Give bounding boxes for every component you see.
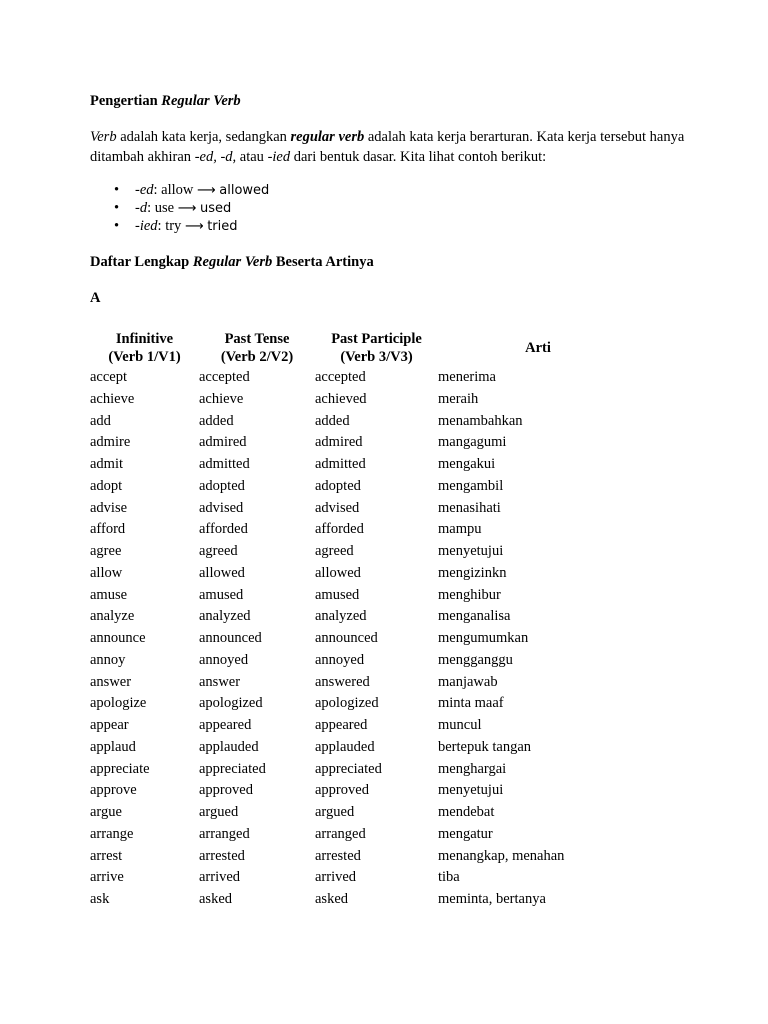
cell-past-participle: allowed: [315, 564, 361, 581]
cell-past-tense: admitted: [199, 456, 250, 472]
intro-text: atau: [236, 149, 268, 165]
cell-infinitive: amuse: [90, 586, 128, 603]
table-row: [90, 454, 638, 476]
intro-text: adalah kata kerja, sedangkan: [116, 129, 291, 145]
table-row: [90, 411, 638, 433]
cell-arti: tiba: [438, 869, 460, 886]
arrow-right-icon: ⟶: [184, 219, 204, 234]
cell-arti: menganalisa: [438, 608, 511, 625]
table-row: [90, 780, 638, 802]
cell-past-participle: advised: [315, 499, 360, 516]
list-item: • -ied: try ⟶ tried: [114, 218, 238, 234]
cell-arti: mengumumkan: [438, 630, 529, 646]
header-past-participle: [315, 329, 438, 367]
example-base: allow: [161, 182, 194, 198]
cell-past-participle: asked: [315, 891, 349, 907]
cell-arti: manjawab: [438, 673, 498, 690]
cell-past-tense: adopted: [199, 477, 245, 494]
cell-past-participle: approved: [315, 782, 369, 799]
cell-infinitive: adopt: [90, 477, 123, 494]
cell-arti: menangkap, menahan: [438, 847, 565, 864]
cell-infinitive: appreciate: [90, 760, 150, 777]
table-row: [90, 498, 638, 520]
cell-past-tense: analyzed: [199, 608, 251, 625]
bullet-icon: •: [114, 182, 120, 198]
example-suffix: -ied: [135, 218, 158, 234]
cell-past-participle: accepted: [315, 369, 366, 385]
cell-past-participle: answered: [315, 673, 370, 690]
cell-past-tense: afforded: [199, 521, 248, 538]
bullet-icon: •: [114, 200, 120, 216]
cell-past-participle: announced: [315, 630, 378, 646]
cell-past-participle: appeared: [315, 717, 368, 733]
header-line: (Verb 2/V2): [220, 349, 294, 365]
cell-past-tense: admired: [199, 434, 247, 451]
cell-past-tense: answer: [199, 673, 241, 690]
intro-text: dari bentuk dasar. Kita lihat contoh berikut:: [290, 149, 547, 165]
cell-arti: mendebat: [438, 804, 495, 820]
example-base: try: [165, 218, 182, 234]
table-row: [90, 759, 638, 781]
cell-arti: menasihati: [438, 499, 501, 516]
cell-past-tense: accepted: [199, 369, 250, 385]
cell-arti: menghargai: [438, 760, 507, 777]
cell-arti: meraih: [438, 390, 479, 407]
letter-heading: A: [90, 290, 101, 306]
cell-arti: mengizinkn: [438, 564, 507, 581]
table-row: [90, 389, 638, 411]
cell-infinitive: advise: [90, 499, 128, 516]
cell-past-participle: afforded: [315, 521, 364, 538]
cell-past-participle: adopted: [315, 477, 361, 494]
cell-past-tense: appreciated: [199, 760, 266, 777]
cell-infinitive: applaud: [90, 738, 136, 755]
cell-arti: mengambil: [438, 477, 504, 494]
cell-infinitive: achieve: [90, 390, 135, 407]
title-text: Beserta Artinya: [272, 254, 374, 270]
intro-paragraph: [90, 127, 710, 167]
table-row: [90, 519, 638, 541]
cell-arti: muncul: [438, 717, 482, 733]
cell-infinitive: admire: [90, 434, 131, 451]
cell-past-tense: arrested: [199, 847, 245, 864]
example-result: tried: [207, 219, 238, 234]
table-row: [90, 824, 638, 846]
intro-suffix-ied: -ied: [267, 149, 291, 165]
table-header-row: [90, 329, 638, 367]
example-suffix: -d: [135, 200, 148, 216]
table-row: [90, 802, 638, 824]
cell-infinitive: afford: [90, 521, 126, 538]
cell-arti: mengganggu: [438, 651, 513, 668]
table-body: [90, 367, 638, 911]
cell-arti: minta maaf: [438, 695, 504, 712]
cell-arti: menyetujui: [438, 543, 504, 559]
cell-past-tense: applauded: [199, 738, 259, 755]
example-result: allowed: [219, 183, 270, 198]
cell-past-participle: agreed: [315, 543, 354, 559]
cell-past-participle: admired: [315, 434, 363, 451]
cell-arti: menyetujui: [438, 782, 504, 799]
cell-infinitive: admit: [90, 456, 124, 472]
cell-past-participle: annoyed: [315, 651, 365, 668]
header-line: Past Participle: [331, 331, 422, 347]
header-line: (Verb 3/V3): [340, 349, 413, 365]
cell-infinitive: agree: [90, 543, 122, 559]
table-row: [90, 606, 638, 628]
cell-infinitive: announce: [90, 630, 146, 646]
cell-infinitive: annoy: [90, 651, 126, 668]
header-past-tense: [199, 329, 315, 367]
cell-arti: meminta, bertanya: [438, 891, 546, 907]
cell-past-tense: arranged: [199, 825, 250, 842]
verb-table: [90, 329, 638, 911]
section-title-daftar: [90, 254, 374, 271]
cell-past-tense: added: [199, 412, 234, 429]
table-row: [90, 672, 638, 694]
cell-past-participle: appreciated: [315, 760, 382, 777]
table-row: [90, 585, 638, 607]
table-row: [90, 889, 638, 911]
table-row: [90, 541, 638, 563]
title-italic-text: Regular Verb: [192, 254, 273, 270]
cell-infinitive: argue: [90, 804, 122, 820]
cell-past-participle: achieved: [315, 390, 367, 407]
example-result: used: [199, 201, 232, 216]
cell-past-participle: admitted: [315, 456, 366, 472]
cell-past-tense: achieve: [199, 390, 244, 407]
intro-term-regular-verb: regular verb: [290, 129, 365, 145]
header-arti: [438, 329, 638, 367]
intro-term-verb: Verb: [90, 129, 117, 145]
cell-past-participle: argued: [315, 804, 355, 820]
example-list: [90, 181, 269, 235]
cell-past-tense: asked: [199, 891, 233, 907]
cell-past-participle: applauded: [315, 738, 375, 755]
cell-past-participle: analyzed: [315, 608, 367, 625]
cell-arti: menghibur: [438, 586, 501, 603]
cell-past-tense: appeared: [199, 717, 252, 733]
header-line: Past Tense: [224, 331, 290, 347]
table-row: [90, 628, 638, 650]
cell-past-tense: advised: [199, 499, 244, 516]
title-text: Pengertian: [90, 93, 162, 109]
table-row: [90, 432, 638, 454]
bullet-icon: •: [114, 218, 120, 234]
cell-past-participle: amused: [315, 586, 360, 603]
table-row: [90, 476, 638, 498]
cell-infinitive: arrest: [90, 847, 123, 864]
cell-past-participle: added: [315, 412, 350, 429]
table-row: [90, 846, 638, 868]
cell-past-tense: annoyed: [199, 651, 249, 668]
cell-past-participle: arrived: [315, 869, 357, 886]
cell-infinitive: answer: [90, 673, 132, 690]
cell-infinitive: analyze: [90, 608, 135, 625]
cell-infinitive: add: [90, 412, 111, 429]
title-text: Daftar Lengkap: [90, 254, 193, 270]
cell-infinitive: allow: [90, 564, 123, 581]
table-row: [90, 693, 638, 715]
header-line: (Verb 1/V1): [108, 349, 181, 365]
cell-arti: menerima: [438, 369, 496, 385]
table-row: [90, 737, 638, 759]
cell-past-tense: amused: [199, 586, 244, 603]
cell-arti: bertepuk tangan: [438, 738, 532, 755]
cell-arti: mengatur: [438, 825, 493, 842]
list-item: • -ed: allow ⟶ allowed: [114, 182, 270, 198]
header-infinitive: [90, 329, 199, 367]
cell-past-tense: approved: [199, 782, 253, 799]
cell-past-participle: apologized: [315, 695, 379, 712]
table-row: [90, 650, 638, 672]
cell-arti: mengakui: [438, 456, 496, 472]
cell-infinitive: approve: [90, 782, 137, 799]
cell-arti: mangagumi: [438, 434, 507, 451]
cell-infinitive: arrange: [90, 825, 134, 842]
cell-past-tense: agreed: [199, 543, 238, 559]
cell-infinitive: arrive: [90, 869, 124, 886]
arrow-right-icon: ⟶: [177, 201, 197, 216]
cell-arti: mampu: [438, 521, 482, 538]
arrow-right-icon: ⟶: [197, 183, 216, 198]
title-italic-text: Regular Verb: [161, 93, 241, 109]
cell-past-tense: announced: [199, 630, 262, 646]
cell-infinitive: ask: [90, 891, 110, 907]
header-line: Infinitive: [115, 331, 174, 347]
cell-past-tense: argued: [199, 804, 239, 820]
example-base: use: [154, 200, 175, 216]
table-row: [90, 563, 638, 585]
table-row: [90, 867, 638, 889]
cell-past-tense: arrived: [199, 869, 241, 886]
table-row: [90, 367, 638, 389]
intro-suffixes: -ed, -d,: [194, 149, 237, 165]
example-suffix: -ed: [135, 182, 154, 198]
header-line: Arti: [525, 340, 551, 356]
list-item: • -d: use ⟶ used: [114, 200, 232, 216]
cell-arti: menambahkan: [438, 412, 523, 429]
cell-infinitive: appear: [90, 717, 129, 733]
cell-infinitive: accept: [90, 369, 128, 385]
cell-past-tense: apologized: [199, 695, 263, 712]
table-row: [90, 715, 638, 737]
intro-text: adalah kata kerja berarturan. Kata kerja tersebut hanya ditambah akhiran: [90, 129, 685, 165]
section-title-pengertian: [90, 93, 241, 110]
cell-past-participle: arranged: [315, 825, 366, 842]
cell-past-participle: arrested: [315, 847, 361, 864]
cell-past-tense: allowed: [199, 564, 245, 581]
cell-infinitive: apologize: [90, 695, 147, 712]
